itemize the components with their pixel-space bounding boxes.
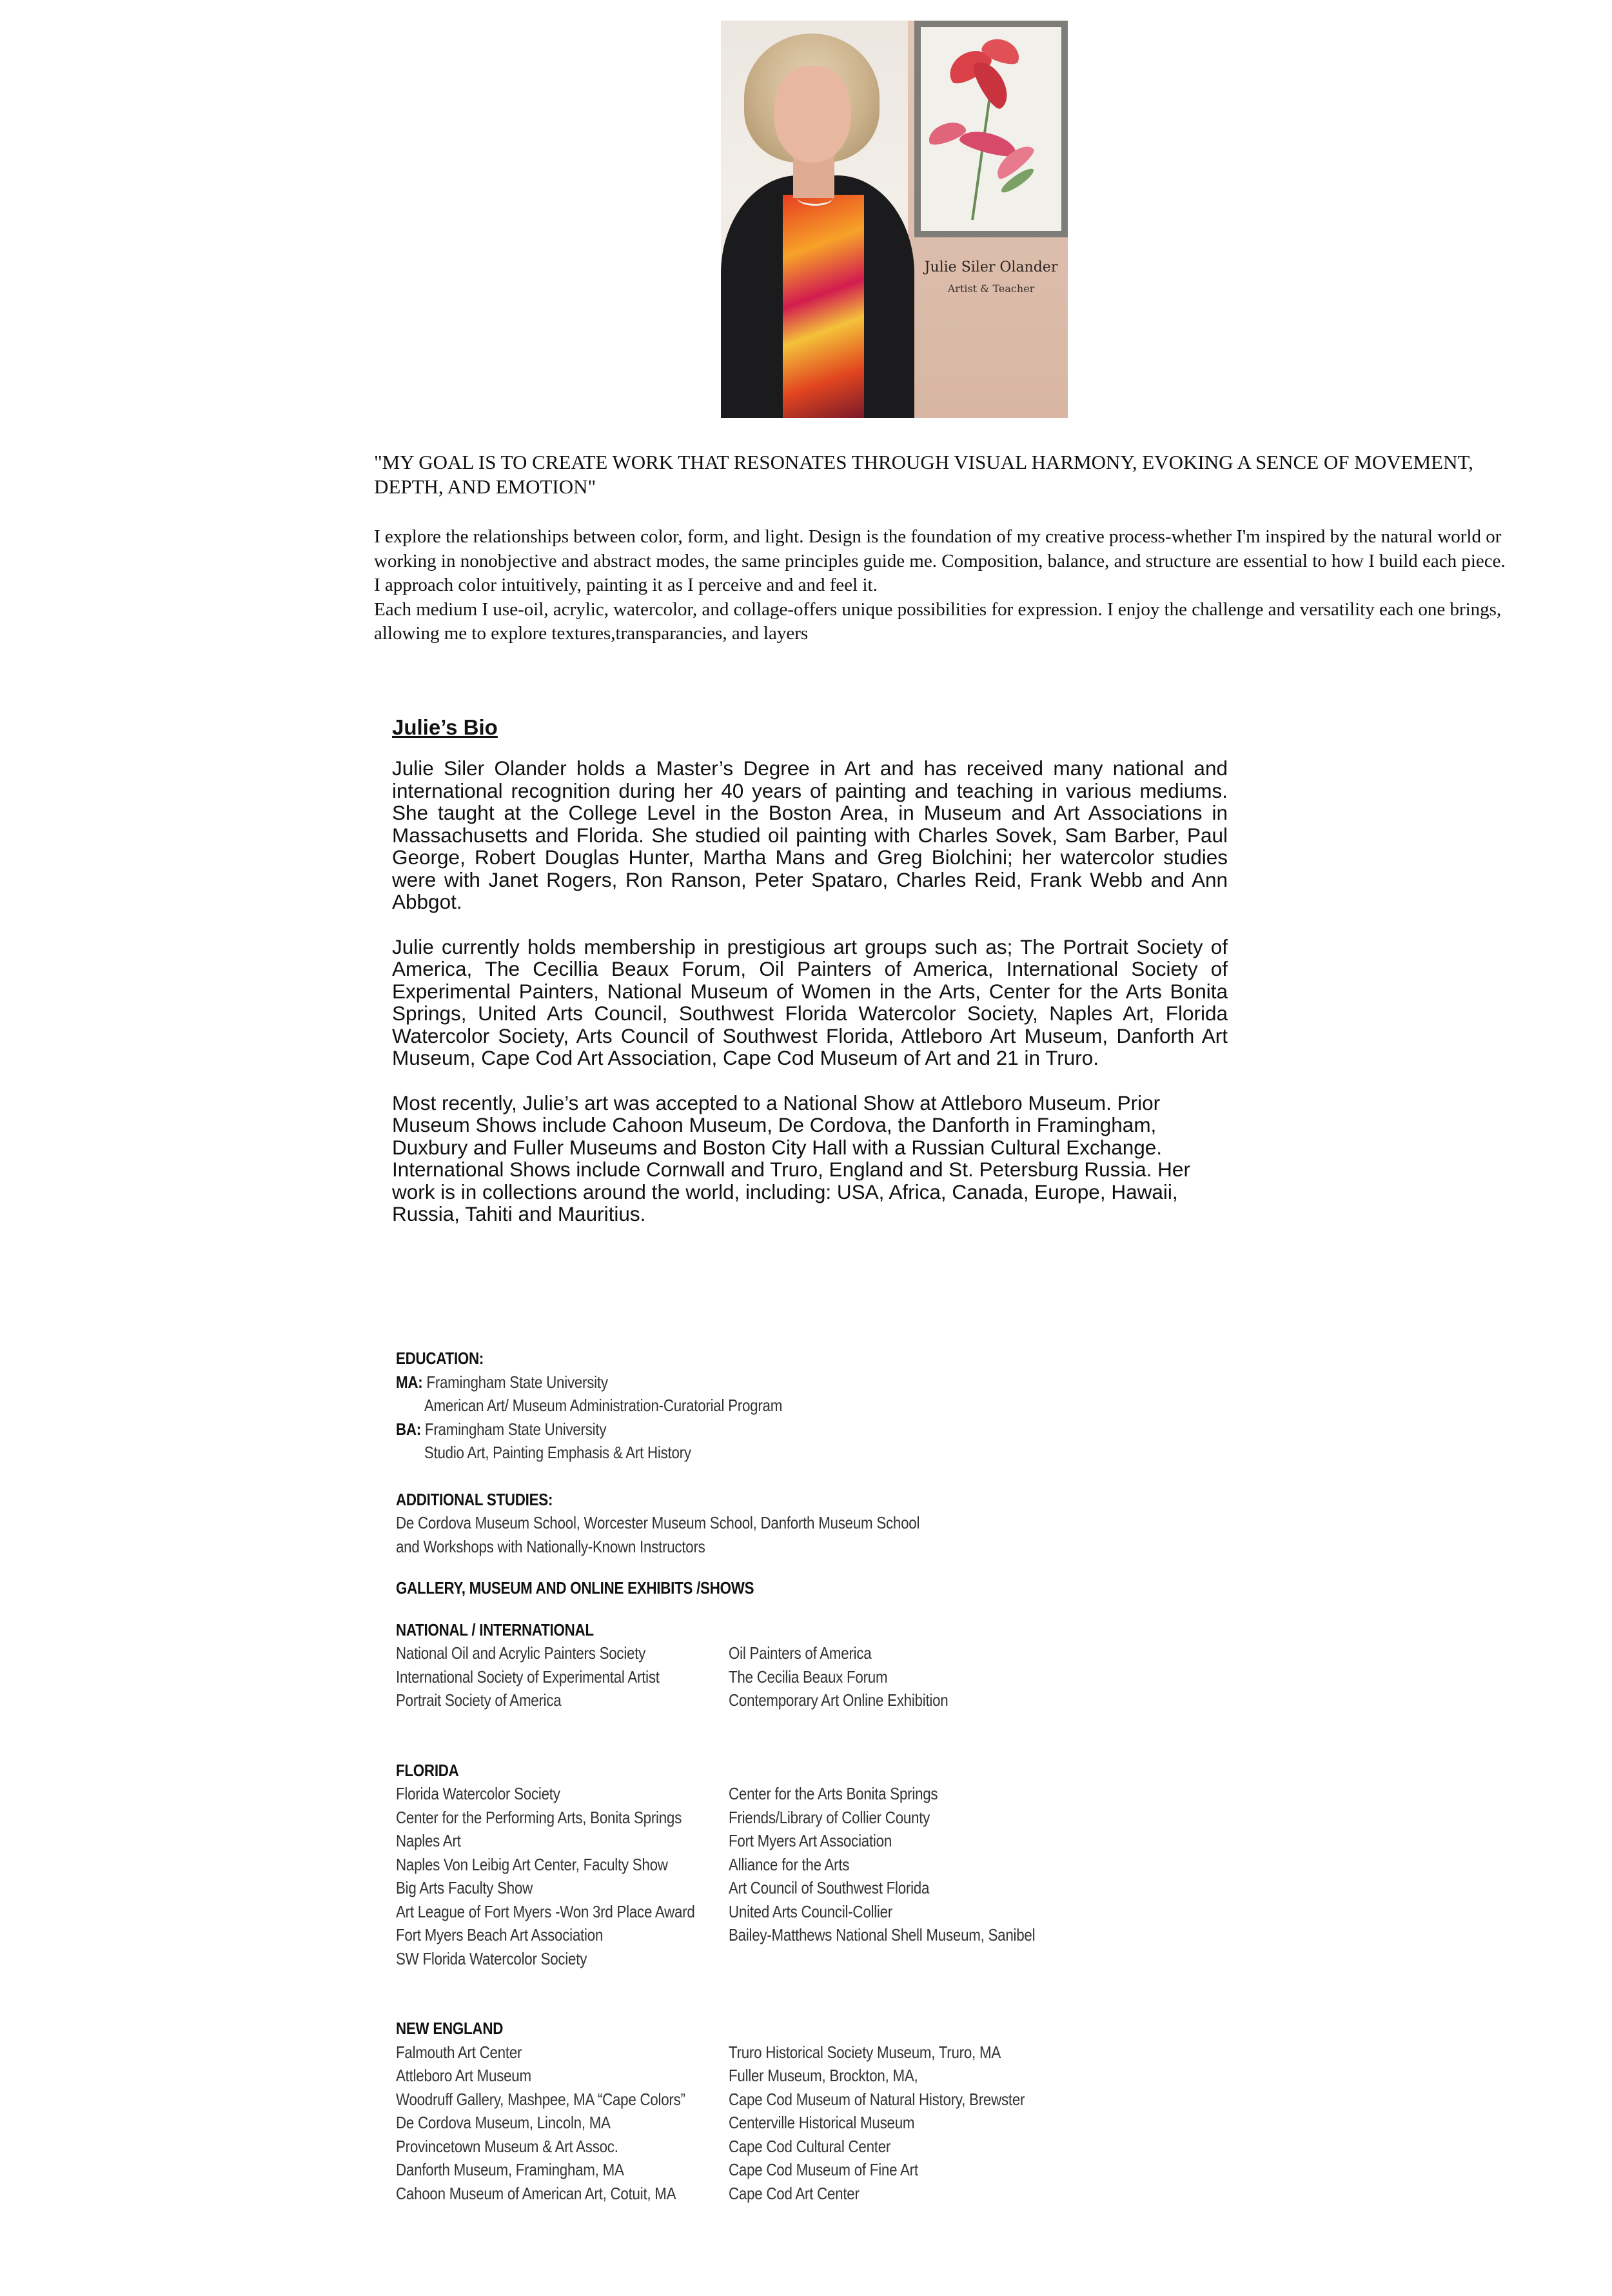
new-england-list bbox=[396, 2041, 1061, 2206]
artist-portrait bbox=[721, 21, 1068, 418]
education-ma bbox=[396, 1371, 1061, 1394]
exhibit-item: SW Florida Watercolor Society bbox=[396, 1948, 587, 1968]
exhibit-item: Falmouth Art Center bbox=[396, 2042, 522, 2062]
exhibit-item: Florida Watercolor Society bbox=[396, 1784, 560, 1803]
education-ma-program: American Art/ Museum Administration-Curatorial Program bbox=[424, 1396, 783, 1415]
card-artist-role: Artist & Teacher bbox=[947, 282, 1035, 295]
additional-studies-line: and Workshops with Nationally-Known Instructors bbox=[396, 1536, 705, 1556]
bio-section bbox=[392, 715, 1228, 1248]
exhibit-item: Truro Historical Society Museum, Truro, MA bbox=[729, 2042, 1001, 2062]
additional-studies-line: De Cordova Museum School, Worcester Museum School, Danforth Museum School bbox=[396, 1513, 920, 1532]
education-ba-program: Studio Art, Painting Emphasis & Art History bbox=[424, 1443, 691, 1462]
education-ma-label: MA: bbox=[396, 1372, 423, 1392]
exhibit-item: Fort Myers Beach Art Association bbox=[396, 1925, 604, 1945]
exhibit-item: Fort Myers Art Association bbox=[729, 1831, 892, 1850]
education-heading: EDUCATION: bbox=[396, 1349, 484, 1368]
education-ba-label: BA: bbox=[396, 1419, 421, 1439]
exhibit-item: Big Arts Faculty Show bbox=[396, 1878, 533, 1897]
exhibit-item: Friends/Library of Collier County bbox=[729, 1807, 930, 1827]
artist-statement bbox=[374, 450, 1509, 646]
bio-paragraph: Julie Siler Olander holds a Master’s Degree in Art and has received many national and international recognition during her 40 years of painting and teaching in various mediums. She taught at the College Level in the Boston Area, in Museum and Art Associations in Massachusetts and Florida. She studied oil painting with Charles Sovek, Sam Barber, Paul George, Robert Douglas Hunter, Martha Mans and Greg Biolchini; her watercolor studies were with Janet Rogers, Ron Ranson, Peter Spataro, Charles Reid, Frank Webb and Ann Abbgot. bbox=[392, 757, 1228, 913]
flower-painting bbox=[914, 21, 1068, 237]
exhibit-item: De Cordova Museum, Lincoln, MA bbox=[396, 2113, 611, 2132]
statement-paragraph: Each medium I use-oil, acrylic, watercolor, and collage-offers unique possibilities for expression. I enjoy the challenge and versatility each one brings, allowing me to explore textures,transparancies, and layers bbox=[374, 599, 1502, 644]
education-ba bbox=[396, 1418, 1061, 1441]
exhibit-item: Danforth Museum, Framingham, MA bbox=[396, 2160, 624, 2179]
statement-quote: "MY GOAL IS TO CREATE WORK THAT RESONATES THROUGH VISUAL HARMONY, EVOKING A SENCE OF MOVEMENT, DEPTH, AND EMOTION" bbox=[374, 451, 1473, 498]
card-artist-name: Julie Siler Olander bbox=[924, 259, 1058, 275]
artist-necklace bbox=[797, 190, 833, 206]
exhibit-item: National Oil and Acrylic Painters Society bbox=[396, 1643, 646, 1663]
exhibit-item: Cape Cod Museum of Fine Art bbox=[729, 2160, 918, 2179]
exhibit-item: International Society of Experimental Artist bbox=[396, 1667, 660, 1687]
exhibit-item: Naples Von Leibig Art Center, Faculty Show bbox=[396, 1854, 668, 1874]
additional-studies-heading: ADDITIONAL STUDIES: bbox=[396, 1489, 553, 1509]
exhibit-item: Art Council of Southwest Florida bbox=[729, 1878, 930, 1897]
new-england-heading: NEW ENGLAND bbox=[396, 2019, 504, 2038]
exhibit-item: Fuller Museum, Brockton, MA, bbox=[729, 2066, 918, 2085]
exhibit-item: Woodruff Gallery, Mashpee, MA “Cape Colors” bbox=[396, 2089, 685, 2109]
flower-petal bbox=[968, 55, 1014, 112]
exhibit-item: Attleboro Art Museum bbox=[396, 2066, 531, 2085]
flower-petal bbox=[925, 118, 968, 148]
exhibit-item: Cahoon Museum of American Art, Cotuit, MA bbox=[396, 2183, 676, 2203]
exhibit-item: Bailey-Matthews National Shell Museum, Sanibel bbox=[729, 1925, 1036, 1945]
exhibit-item: Art League of Fort Myers -Won 3rd Place Award bbox=[396, 1901, 695, 1921]
cv-section bbox=[396, 1347, 1061, 2205]
exhibit-item: Provincetown Museum & Art Assoc. bbox=[396, 2136, 618, 2156]
statement-paragraph: I explore the relationships between color, form, and light. Design is the foundation of my creative process-whether I'm inspired by the natural world or working in nonobjective and abstract modes, the same principles guide me. Composition, balance, and structure are essential to how I build each piece. I approach color intuitively, painting it as I perceive and and feel it. bbox=[374, 526, 1506, 595]
bio-paragraph: Julie currently holds membership in prestigious art groups such as; The Portrait Society of America, The Cecillia Beaux Forum, Oil Painters of America, International Society of Experimental Painters, National Museum of Women in the Arts, Center for the Arts Bonita Springs, United Arts Council, Southwest Florida Watercolor Society, Naples Art, Florida Watercolor Society, Arts Council of Southwest Florida, Attleboro Art Museum, Danforth Art Museum, Cape Cod Art Association, Cape Cod Museum of Art and 21 in Truro. bbox=[392, 935, 1228, 1069]
exhibit-item: Center for the Performing Arts, Bonita Springs bbox=[396, 1807, 682, 1827]
exhibit-item: The Cecilia Beaux Forum bbox=[729, 1667, 888, 1687]
exhibit-item: Cape Cod Museum of Natural History, Brewster bbox=[729, 2089, 1025, 2109]
bio-heading: Julie’s Bio bbox=[392, 715, 498, 739]
education-ba-school: Framingham State University bbox=[424, 1419, 607, 1439]
flower-painting-canvas bbox=[921, 27, 1061, 231]
exhibits-heading: GALLERY, MUSEUM AND ONLINE EXHIBITS /SHOWS bbox=[396, 1578, 754, 1598]
artist-face bbox=[774, 66, 851, 163]
exhibit-item: Contemporary Art Online Exhibition bbox=[729, 1690, 949, 1710]
education-ma-school: Framingham State University bbox=[426, 1372, 608, 1392]
exhibit-item: Cape Cod Cultural Center bbox=[729, 2136, 891, 2156]
artist-dress bbox=[783, 195, 864, 418]
national-list bbox=[396, 1641, 1061, 1712]
exhibit-item: Center for the Arts Bonita Springs bbox=[729, 1784, 938, 1803]
exhibit-item: Portrait Society of America bbox=[396, 1690, 562, 1710]
national-heading: NATIONAL / INTERNATIONAL bbox=[396, 1619, 594, 1639]
exhibit-item: Alliance for the Arts bbox=[729, 1854, 850, 1874]
bio-paragraph: Most recently, Julie’s art was accepted to a National Show at Attleboro Museum. Prior Museum Shows include Cahoon Museum, De Cordova, the Danforth in Framingham, Duxbury and Fuller Museums and Boston City Hall with a Russian Cultural Exchange. International Shows include Cornwall and Truro, England and St. Petersburg Russia. Her work is in collections around the world, including: USA, Africa, Canada, Europe, Hawaii, Russia, Tahiti and Mauritius. bbox=[392, 1091, 1190, 1225]
exhibit-item: Centerville Historical Museum bbox=[729, 2113, 915, 2132]
exhibit-item: United Arts Council-Collier bbox=[729, 1901, 892, 1921]
florida-heading: FLORIDA bbox=[396, 1760, 459, 1780]
florida-list bbox=[396, 1782, 1061, 1970]
exhibit-item: Oil Painters of America bbox=[729, 1643, 872, 1663]
exhibit-item: Cape Cod Art Center bbox=[729, 2183, 860, 2203]
exhibit-item: Naples Art bbox=[396, 1831, 461, 1850]
flower-stem bbox=[971, 92, 992, 221]
